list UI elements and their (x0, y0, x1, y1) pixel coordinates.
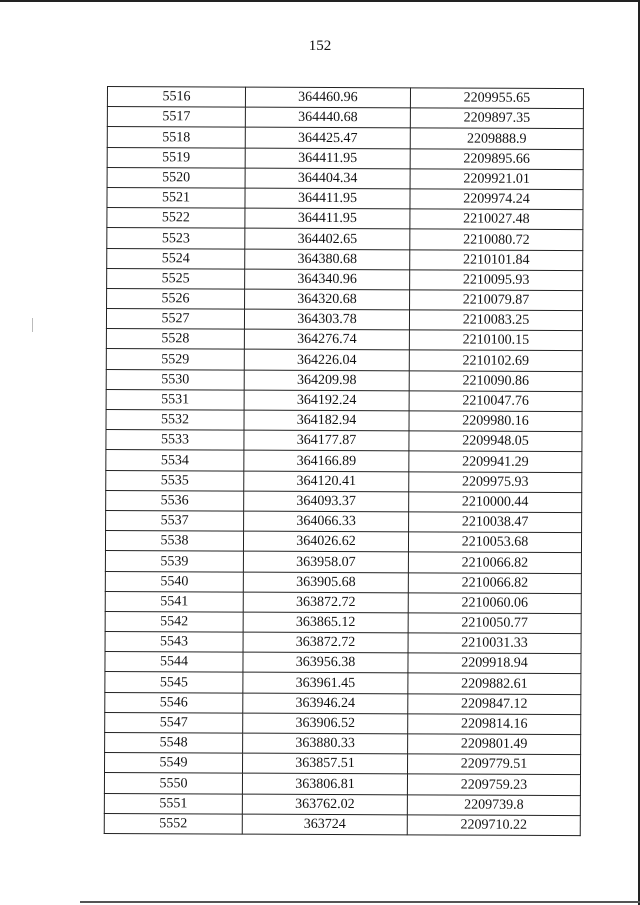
point-number-cell: 5519 (107, 147, 245, 168)
table-row (106, 510, 582, 532)
y-coordinate-cell: 2209882.61 (408, 673, 581, 694)
y-coordinate-cell: 2209895.66 (410, 148, 583, 169)
x-coordinate-cell: 364276.74 (244, 329, 409, 350)
x-coordinate-cell: 363872.72 (243, 592, 408, 613)
y-coordinate-cell: 2210000.44 (409, 492, 582, 513)
y-coordinate-cell: 2209941.29 (409, 451, 582, 472)
table-row (106, 430, 582, 452)
point-number-cell: 5516 (107, 87, 245, 108)
y-coordinate-cell: 2209975.93 (409, 471, 582, 492)
point-number-cell: 5525 (107, 268, 245, 289)
x-coordinate-cell: 364226.04 (244, 350, 409, 371)
point-number-cell: 5529 (106, 349, 244, 370)
x-coordinate-cell: 364177.87 (244, 430, 409, 451)
table-row (105, 531, 581, 553)
x-coordinate-cell: 363906.52 (243, 713, 408, 734)
y-coordinate-cell: 2209814.16 (408, 714, 581, 735)
y-coordinate-cell: 2210100.15 (409, 330, 582, 351)
scan-border-bottom (80, 901, 640, 903)
x-coordinate-cell: 363905.68 (243, 572, 408, 593)
point-number-cell: 5521 (107, 187, 245, 208)
y-coordinate-cell: 2210101.84 (410, 249, 583, 270)
x-coordinate-cell: 364460.96 (245, 87, 410, 108)
point-number-cell: 5550 (104, 773, 242, 794)
table-row (105, 712, 581, 734)
table-row (107, 127, 583, 149)
y-coordinate-cell: 2209801.49 (408, 734, 581, 755)
point-number-cell: 5528 (106, 329, 244, 350)
x-coordinate-cell: 363865.12 (243, 612, 408, 633)
x-coordinate-cell: 364340.96 (245, 269, 410, 290)
x-coordinate-cell: 364425.47 (245, 127, 410, 148)
table-row (104, 813, 580, 835)
table-row (106, 309, 582, 331)
point-number-cell: 5524 (107, 248, 245, 269)
point-number-cell: 5520 (107, 167, 245, 188)
x-coordinate-cell: 363872.72 (243, 632, 408, 653)
table-row (107, 87, 583, 109)
x-coordinate-cell: 364402.65 (245, 228, 410, 249)
y-coordinate-cell: 2210066.82 (408, 552, 581, 573)
x-coordinate-cell: 363946.24 (243, 693, 408, 714)
coordinates-table (104, 86, 584, 836)
point-number-cell: 5538 (105, 531, 243, 552)
x-coordinate-cell: 364209.98 (244, 370, 409, 391)
point-number-cell: 5522 (107, 208, 245, 229)
table-row (107, 208, 583, 230)
y-coordinate-cell: 2210053.68 (408, 532, 581, 553)
table-row (105, 551, 581, 573)
table-row (107, 167, 583, 189)
point-number-cell: 5532 (106, 409, 244, 430)
table-row (105, 652, 581, 674)
x-coordinate-cell: 364380.68 (245, 249, 410, 270)
table-row (105, 611, 581, 633)
x-coordinate-cell: 364066.33 (244, 511, 409, 532)
page-number: 152 (308, 38, 332, 54)
y-coordinate-cell: 2209888.9 (410, 128, 583, 149)
y-coordinate-cell: 2210027.48 (410, 209, 583, 230)
table-row (106, 369, 582, 391)
x-coordinate-cell: 363958.07 (243, 551, 408, 572)
y-coordinate-cell: 2209918.94 (408, 653, 581, 674)
y-coordinate-cell: 2210090.86 (409, 370, 582, 391)
point-number-cell: 5547 (105, 712, 243, 733)
table-row (106, 389, 582, 411)
x-coordinate-cell: 363762.02 (242, 794, 407, 815)
y-coordinate-cell: 2209759.23 (407, 774, 580, 795)
point-number-cell: 5527 (106, 309, 244, 330)
x-coordinate-cell: 364411.95 (245, 148, 410, 169)
scan-border-top (0, 0, 640, 2)
point-number-cell: 5535 (106, 470, 244, 491)
table-row (105, 672, 581, 694)
table-row (107, 248, 583, 270)
x-coordinate-cell: 364026.62 (243, 531, 408, 552)
x-coordinate-cell: 363956.38 (243, 652, 408, 673)
point-number-cell: 5541 (105, 591, 243, 612)
table-row (107, 107, 583, 129)
y-coordinate-cell: 2210080.72 (410, 229, 583, 250)
point-number-cell: 5544 (105, 652, 243, 673)
point-number-cell: 5537 (106, 510, 244, 531)
table-row (107, 288, 583, 310)
point-number-cell: 5533 (106, 430, 244, 451)
x-coordinate-cell: 363857.51 (243, 753, 408, 774)
table-row (107, 147, 583, 169)
y-coordinate-cell: 2210083.25 (409, 310, 582, 331)
y-coordinate-cell: 2209948.05 (409, 431, 582, 452)
point-number-cell: 5539 (105, 551, 243, 572)
table-row (104, 793, 580, 815)
table-row (105, 753, 581, 775)
table-row (105, 591, 581, 613)
point-number-cell: 5517 (107, 107, 245, 128)
coordinates-table-body (104, 87, 583, 836)
y-coordinate-cell: 2210102.69 (409, 350, 582, 371)
y-coordinate-cell: 2209980.16 (409, 411, 582, 432)
point-number-cell: 5518 (107, 127, 245, 148)
table-row (106, 470, 582, 492)
point-number-cell: 5523 (107, 228, 245, 249)
table-row (106, 450, 582, 472)
y-coordinate-cell: 2210031.33 (408, 633, 581, 654)
x-coordinate-cell: 364411.95 (245, 188, 410, 209)
table-row (106, 490, 582, 512)
x-coordinate-cell: 364166.89 (244, 450, 409, 471)
x-coordinate-cell: 363961.45 (243, 673, 408, 694)
y-coordinate-cell: 2210060.06 (408, 593, 581, 614)
point-number-cell: 5534 (106, 450, 244, 471)
table-row (107, 228, 583, 250)
point-number-cell: 5531 (106, 389, 244, 410)
x-coordinate-cell: 364404.34 (245, 168, 410, 189)
y-coordinate-cell: 2209710.22 (407, 815, 580, 836)
x-coordinate-cell: 363880.33 (243, 733, 408, 754)
y-coordinate-cell: 2210038.47 (409, 512, 582, 533)
y-coordinate-cell: 2209897.35 (410, 108, 583, 129)
x-coordinate-cell: 364192.24 (244, 390, 409, 411)
point-number-cell: 5551 (104, 793, 242, 814)
y-coordinate-cell: 2210050.77 (408, 613, 581, 634)
table-row (105, 732, 581, 754)
table-row (106, 409, 582, 431)
y-coordinate-cell: 2209921.01 (410, 169, 583, 190)
table-row (105, 632, 581, 654)
point-number-cell: 5543 (105, 632, 243, 653)
table-row (107, 187, 583, 209)
y-coordinate-cell: 2210047.76 (409, 391, 582, 412)
table-row (105, 692, 581, 714)
point-number-cell: 5526 (107, 288, 245, 309)
y-coordinate-cell: 2209847.12 (408, 693, 581, 714)
point-number-cell: 5549 (105, 753, 243, 774)
table-row (106, 329, 582, 351)
y-coordinate-cell: 2209739.8 (407, 794, 580, 815)
scan-mark (32, 318, 33, 332)
y-coordinate-cell: 2210095.93 (410, 270, 583, 291)
point-number-cell: 5552 (104, 813, 242, 834)
x-coordinate-cell: 364411.95 (245, 208, 410, 229)
x-coordinate-cell: 363806.81 (242, 773, 407, 794)
y-coordinate-cell: 2209779.51 (408, 754, 581, 775)
point-number-cell: 5536 (106, 490, 244, 511)
point-number-cell: 5548 (105, 732, 243, 753)
y-coordinate-cell: 2210066.82 (408, 572, 581, 593)
y-coordinate-cell: 2210079.87 (410, 290, 583, 311)
table-row (105, 571, 581, 593)
x-coordinate-cell: 364440.68 (245, 107, 410, 128)
table-row (107, 268, 583, 290)
y-coordinate-cell: 2209974.24 (410, 189, 583, 210)
x-coordinate-cell: 364182.94 (244, 410, 409, 431)
x-coordinate-cell: 364120.41 (244, 471, 409, 492)
point-number-cell: 5540 (105, 571, 243, 592)
x-coordinate-cell: 364303.78 (244, 309, 409, 330)
point-number-cell: 5545 (105, 672, 243, 693)
point-number-cell: 5530 (106, 369, 244, 390)
table-row (106, 349, 582, 371)
point-number-cell: 5542 (105, 611, 243, 632)
x-coordinate-cell: 364093.37 (244, 491, 409, 512)
x-coordinate-cell: 363724 (242, 814, 407, 835)
x-coordinate-cell: 364320.68 (245, 289, 410, 310)
point-number-cell: 5546 (105, 692, 243, 713)
table-row (104, 773, 580, 795)
y-coordinate-cell: 2209955.65 (410, 88, 583, 109)
